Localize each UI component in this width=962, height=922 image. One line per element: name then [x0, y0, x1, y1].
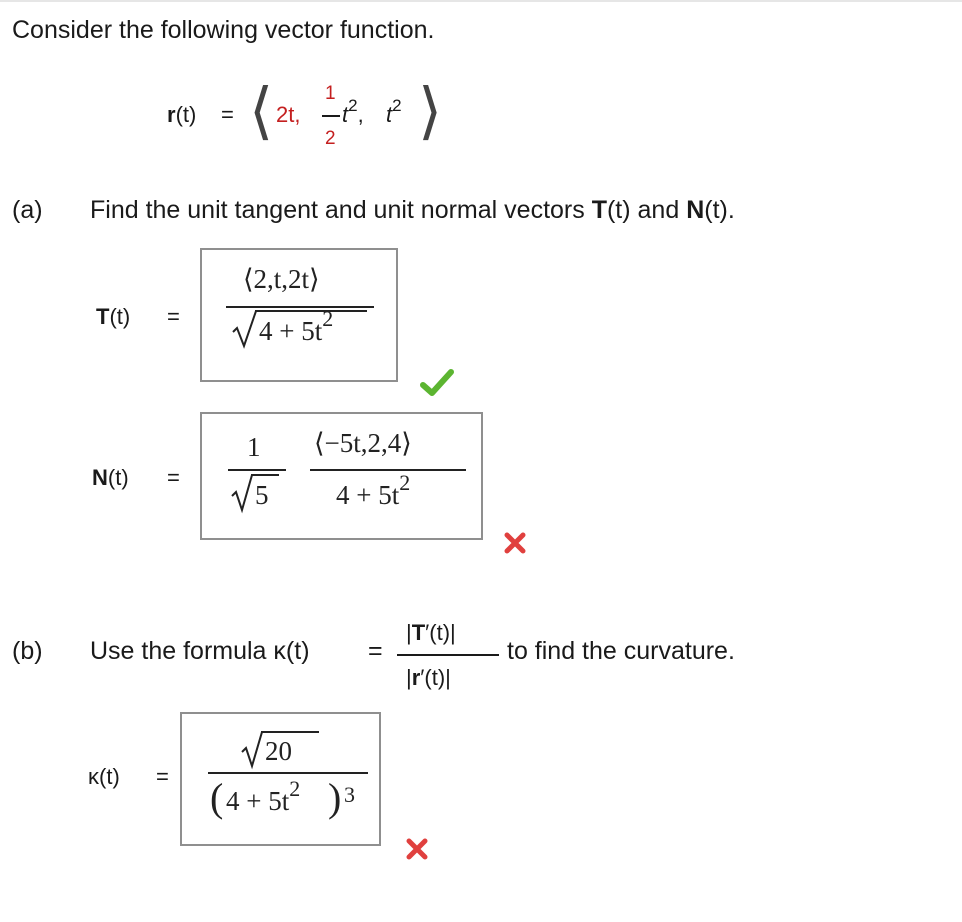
curvature-numerator-radicand: 20	[265, 736, 292, 766]
part-b-instruction: (b) Use the formula κ(t)	[12, 637, 310, 665]
incorrect-x-icon	[406, 838, 428, 860]
curvature-outer-exponent: 3	[344, 782, 355, 807]
curvature-right-paren: )	[328, 775, 342, 820]
r-fraction-numerator: 1	[325, 83, 336, 104]
formula-numerator: |T′(t)|	[406, 620, 456, 645]
normal-coef-bar	[228, 469, 286, 471]
tangent-sqrt-icon	[231, 308, 259, 350]
part-a-instruction: (a) Find the unit tangent and unit normal vectors T(t) and N(t).	[12, 196, 735, 224]
normal-label: N(t)	[92, 465, 129, 490]
curvature-answer-box[interactable]	[180, 712, 381, 846]
r-component-2: $t^2$,	[342, 96, 364, 127]
normal-coef-numerator: 1	[247, 432, 261, 462]
tangent-numerator: ⟨2,t,2t⟩	[243, 264, 320, 294]
tangent-sqrt-overline	[255, 310, 367, 312]
normal-coef-radicand: 5	[255, 480, 269, 510]
top-divider	[0, 0, 962, 2]
tangent-label: T(t)	[96, 304, 131, 329]
r-label: r(t)	[167, 102, 197, 127]
normal-vector-bar	[310, 469, 466, 471]
r-equals: =	[221, 102, 234, 127]
formula-suffix: to find the curvature.	[507, 637, 735, 665]
r-component-1: 2t,	[276, 102, 301, 127]
normal-vector-numerator: ⟨−5t,2,4⟩	[314, 428, 412, 458]
correct-check-icon	[420, 368, 454, 398]
normal-sqrt-overline	[251, 474, 279, 476]
normal-vector-denominator: $4 + 5t^2$	[336, 470, 411, 510]
tangent-radicand: $4 + 5t^2$	[259, 306, 334, 346]
r-fraction-bar	[322, 115, 340, 117]
curvature-label: κ(t)	[88, 764, 120, 789]
part-b-label: (b)	[12, 637, 43, 665]
curvature-sqrt-overline	[261, 731, 319, 733]
normal-sqrt-icon	[230, 472, 258, 514]
r-component-3: $t^2$	[386, 96, 402, 127]
tangent-equals: =	[167, 304, 180, 329]
left-angle-bracket: ⟨	[249, 74, 274, 147]
formula-equals: =	[368, 637, 383, 665]
tangent-answer-box[interactable]	[200, 248, 398, 382]
normal-equals: =	[167, 465, 180, 490]
curvature-denominator-base: $4 + 5t^2$	[226, 776, 301, 816]
part-a-label: (a)	[12, 196, 43, 224]
formula-denominator: |r′(t)|	[406, 665, 451, 690]
curvature-left-paren: (	[210, 775, 224, 820]
r-fraction-denominator: 2	[325, 128, 336, 149]
curvature-equals: =	[156, 764, 169, 789]
right-angle-bracket: ⟩	[418, 74, 443, 147]
curvature-sqrt-icon	[240, 730, 268, 772]
normal-answer-box[interactable]	[200, 412, 483, 540]
curvature-fraction-bar	[208, 772, 368, 774]
formula-fraction-bar	[397, 654, 499, 656]
incorrect-x-icon	[504, 532, 526, 554]
question-prompt: Consider the following vector function.	[12, 16, 435, 44]
